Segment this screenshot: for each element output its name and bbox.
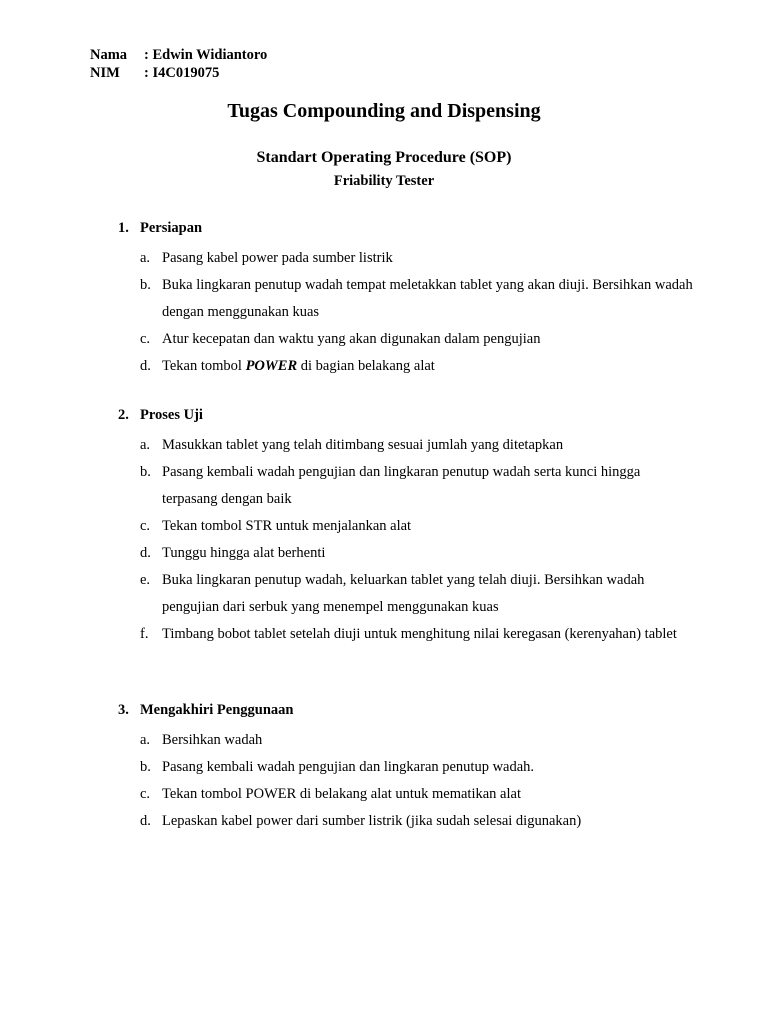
nama-label: Nama [90, 47, 128, 63]
item-letter: c. [140, 786, 151, 802]
item-text: Bersihkan wadah [162, 732, 263, 748]
nim-value: : I4C019075 [144, 65, 220, 81]
list-item [118, 621, 698, 648]
section-persiapan [118, 218, 698, 380]
item-text: Buka lingkaran penutup wadah tempat meletakkan tablet yang akan diuji. Bersihkan wadah dengan menggunakan kuas [162, 277, 693, 320]
list-item [118, 245, 698, 272]
item-text: Buka lingkaran penutup wadah, keluarkan tablet yang telah diuji. Bersihkan wadah pengujian dari serbuk yang menempel menggunakan kuas [162, 572, 645, 615]
section-heading [118, 218, 698, 238]
section-items [118, 245, 698, 380]
section-title: Proses Uji [140, 407, 203, 423]
list-item [118, 754, 698, 781]
list-item [118, 540, 698, 567]
item-letter: b. [140, 759, 151, 775]
section-number: 1. [118, 220, 129, 236]
item-letter: a. [140, 732, 151, 748]
item-letter: f. [140, 626, 149, 642]
item-letter: c. [140, 518, 151, 534]
section-title: Mengakhiri Penggunaan [140, 702, 294, 718]
nama-row [90, 46, 267, 64]
section-items [118, 432, 698, 648]
list-item [118, 567, 698, 621]
list-item [118, 432, 698, 459]
nim-label: NIM [90, 65, 120, 81]
list-item [118, 808, 698, 835]
item-text: Timbang bobot tablet setelah diuji untuk menghitung nilai keregasan (kerenyahan) tablet [162, 626, 677, 642]
item-letter: b. [140, 277, 151, 293]
item-text: Atur kecepatan dan waktu yang akan digunakan dalam pengujian [162, 331, 541, 347]
document-subtitle: Standart Operating Procedure (SOP) [256, 149, 512, 166]
item-text: Tunggu hingga alat berhenti [162, 545, 326, 561]
section-items [118, 727, 698, 835]
nama-value: : Edwin Widiantoro [144, 47, 268, 63]
item-text: Pasang kembali wadah pengujian dan lingkaran penutup wadah serta kunci hingga terpasang dengan baik [162, 464, 641, 507]
item-text [162, 353, 698, 380]
section-mengakhiri-penggunaan [118, 700, 698, 835]
power-emphasis: POWER [245, 358, 298, 374]
item-text: Tekan tombol STR untuk menjalankan alat [162, 518, 412, 534]
item-text: Pasang kembali wadah pengujian dan lingkaran penutup wadah. [162, 759, 535, 775]
item-text: Pasang kabel power pada sumber listrik [162, 250, 393, 266]
item-letter: c. [140, 331, 151, 347]
document-title: Tugas Compounding and Dispensing [227, 100, 541, 122]
item-text-after: di bagian belakang alat [297, 358, 435, 374]
student-info [90, 46, 267, 82]
item-letter: b. [140, 464, 151, 480]
section-number: 2. [118, 407, 129, 423]
item-letter: a. [140, 250, 151, 266]
list-item [118, 272, 698, 326]
document-subsubtitle: Friability Tester [333, 173, 435, 189]
list-item [118, 781, 698, 808]
item-letter: a. [140, 437, 151, 453]
item-text-before: Tekan tombol [162, 358, 246, 374]
section-proses-uji [118, 405, 698, 648]
item-text: Masukkan tablet yang telah ditimbang sesuai jumlah yang ditetapkan [162, 437, 564, 453]
section-title: Persiapan [140, 220, 203, 236]
list-item [118, 727, 698, 754]
item-text: Tekan tombol POWER di belakang alat untuk mematikan alat [162, 786, 521, 802]
list-item [118, 353, 698, 380]
nim-row [90, 64, 267, 82]
section-number: 3. [118, 702, 129, 718]
item-letter: e. [140, 572, 151, 588]
item-letter: d. [140, 813, 151, 829]
section-heading [118, 405, 698, 425]
item-letter: d. [140, 545, 151, 561]
item-text: Lepaskan kabel power dari sumber listrik (jika sudah selesai digunakan) [162, 813, 582, 829]
list-item [118, 513, 698, 540]
item-letter: d. [140, 358, 151, 374]
section-heading [118, 700, 698, 720]
list-item [118, 459, 698, 513]
list-item [118, 326, 698, 353]
